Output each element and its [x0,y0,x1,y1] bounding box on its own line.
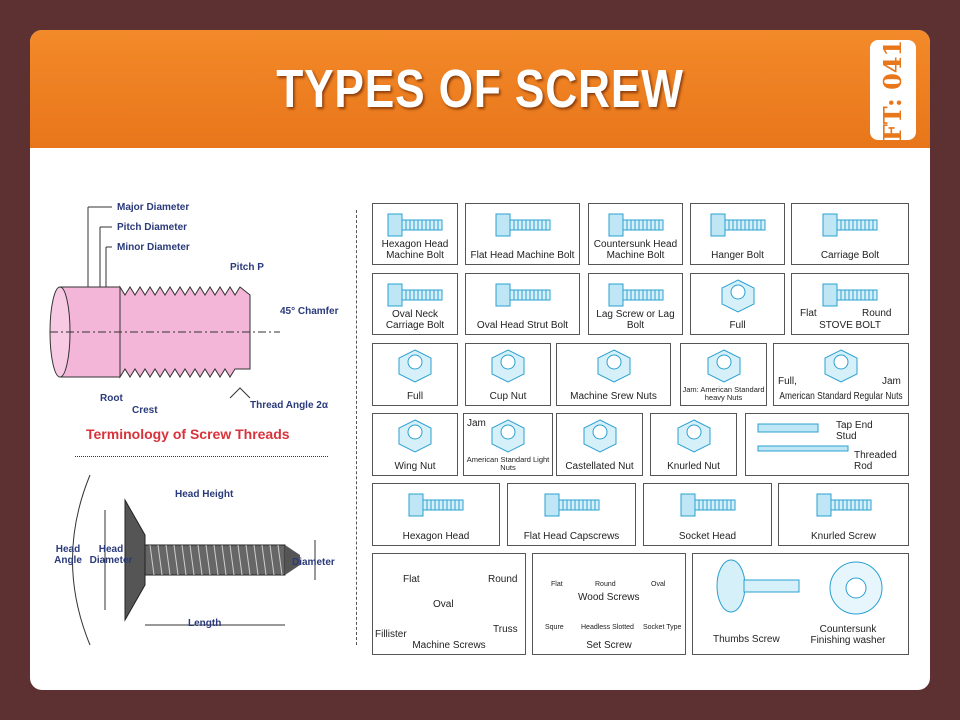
screw-type-card [372,203,458,265]
screw-type-card [791,273,909,335]
bolt-icon [380,278,450,312]
screw-type-card [372,273,458,335]
card-label: Oval Head Strut Bolt [476,320,569,331]
screw-type-card [690,273,785,335]
label-chamfer: 45° Chamfer [280,306,339,317]
screw-type-card [643,483,772,546]
label-head-height: Head Height [175,489,234,500]
card-sublabel: Oval [433,599,454,610]
card-label: Machine Screws [412,640,486,651]
screw-type-card [778,483,909,546]
label-root: Root [100,393,123,404]
card-sublabel: Socket Type [643,624,682,631]
card-sublabel: Fillister [375,629,407,640]
card-sublabel: Flat [800,308,817,319]
bolt-icon [673,488,743,522]
screw-type-card [773,343,909,406]
card-label: American Standard Regular Nuts [779,391,903,402]
screw-type-card [372,483,500,546]
nut-icon [488,348,528,384]
card-sublabel: Thumbs Screw [713,634,780,645]
screw-type-card [791,203,909,265]
screw-type-card [465,203,580,265]
nut-icon [580,418,620,454]
card-label: Flat Head Machine Bolt [470,250,575,261]
bolt-icon [380,208,450,242]
bolt-icon [488,278,558,312]
bolt-icon [537,488,607,522]
screw-type-card [465,343,551,406]
nut-icon [674,418,714,454]
divider [356,210,357,645]
badge-text: FT: 041 [878,39,908,141]
nut-icon [395,418,435,454]
bolt-icon [601,208,671,242]
nut-icon [821,348,861,384]
nut-icon [718,278,758,314]
card-label: Hexagon Head [402,531,470,542]
label-crest: Crest [132,405,158,416]
card-sublabel: Tap End Stud [836,420,873,442]
screw-type-card [745,413,909,476]
card-sublabel: Oval [651,581,666,588]
label-pitch-diameter: Pitch Diameter [117,222,188,233]
card-sublabel: Round [595,581,616,588]
nut-icon [594,348,634,384]
card-label: American Standard Light Nuts [466,455,550,472]
card-sublabel: Full, [778,376,797,387]
card-label: Carriage Bolt [820,250,880,261]
card-label: Wing Nut [394,461,436,472]
card-label: Hanger Bolt [711,250,764,261]
page-title: TYPES OF SCREW [276,59,684,119]
washer-icon [706,558,896,618]
screw-type-card [372,553,526,655]
screw-type-card [588,203,683,265]
screw-type-card [556,413,643,476]
label-minor-diameter: Minor Diameter [117,242,190,253]
card-sublabel: Wood Screws [578,592,640,603]
label-length: Length [188,618,222,629]
card-label: Hexagon Head Machine Bolt [381,239,449,261]
screw-type-card [507,483,636,546]
thread-diagram-title: Terminology of Screw Threads [86,426,290,442]
bolt-icon [601,278,671,312]
bolt-icon [401,488,471,522]
card-label: Full [406,391,424,402]
card-label: Knurled Nut [667,461,720,472]
label-thread-angle: Thread Angle 2α [250,400,329,411]
card-label: Lag Screw or Lag Bolt [596,309,675,331]
card-sublabel: Headless Slotted [581,624,634,631]
card-label: Flat Head Capscrews [523,531,620,542]
label-head-diameter: Head Diameter [89,544,133,566]
card-label: Knurled Screw [810,531,877,542]
card-sublabel: Jam [882,376,901,387]
card-label: Jam: American Standard heavy Nuts [682,385,765,402]
label-major-diameter: Major Diameter [117,202,190,213]
card-sublabel: Truss [493,624,518,635]
bolt-icon [703,208,773,242]
screw-type-card [463,413,553,476]
screw-type-card [692,553,909,655]
nut-icon [395,348,435,384]
card-label: Machine Srew Nuts [570,391,657,402]
card-sublabel: Threaded Rod [854,450,897,472]
card-label: Oval Neck Carriage Bolt [385,309,445,331]
card-sublabel: Countersunk Finishing washer [810,624,886,646]
screw-type-card [680,343,767,406]
bolt-icon [488,208,558,242]
card-sublabel: Flat [551,581,563,588]
bolt-icon [815,208,885,242]
label-pitch: Pitch P [230,262,264,273]
card-label: STOVE BOLT [819,320,881,331]
card-label: Full [729,320,746,331]
screw-type-card [588,273,683,335]
card-label: Set Screw [586,640,632,651]
screw-type-card [690,203,785,265]
card-sublabel: Flat [403,574,420,585]
screw-type-card [532,553,686,655]
bolt-icon [809,488,879,522]
divider [75,456,328,457]
card-label: Socket Head [678,531,737,542]
label-head-angle: Head Angle [54,544,82,566]
nut-icon [704,348,744,384]
screw-type-card [650,413,737,476]
bolt-icon [815,278,885,312]
card-sublabel: Round [862,308,892,319]
screw-type-card [372,343,458,406]
card-label: Cup Nut [489,391,527,402]
card-sublabel: Jam [467,418,486,429]
code-badge [870,40,916,140]
card-sublabel: Squre [545,624,564,631]
label-diameter: Diameter [292,557,335,568]
screw-type-card [556,343,671,406]
header-banner [30,30,930,148]
card-sublabel: Round [488,574,518,585]
nut-icon [488,418,528,454]
screw-type-card [372,413,458,476]
card-label: Countersunk Head Machine Bolt [593,239,678,261]
screw-type-card [465,273,580,335]
card-label: Castellated Nut [565,461,634,472]
